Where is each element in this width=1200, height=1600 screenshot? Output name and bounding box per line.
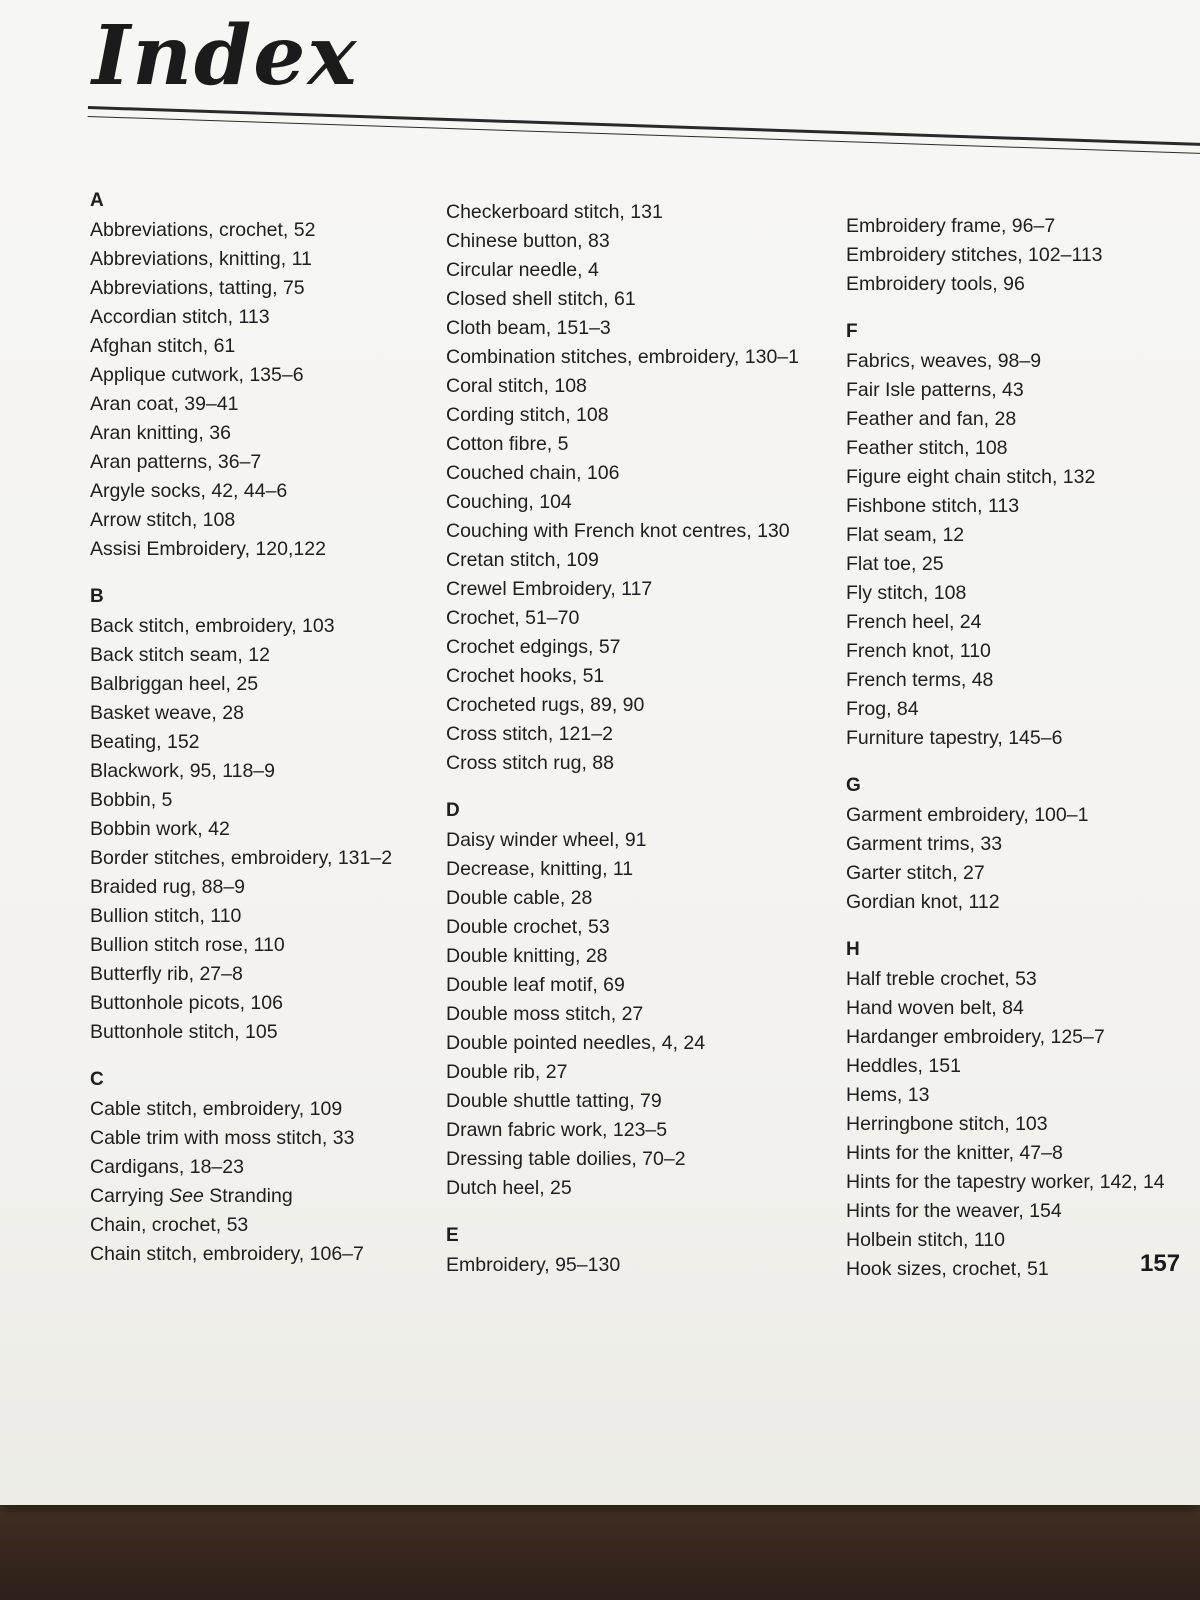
page-number: 157 bbox=[1140, 1250, 1181, 1277]
index-entry: Bullion stitch, 110 bbox=[90, 905, 242, 927]
index-entry: Bobbin work, 42 bbox=[90, 818, 230, 840]
index-entry: Argyle socks, 42, 44–6 bbox=[90, 480, 288, 502]
index-section-continued bbox=[446, 198, 799, 778]
index-entry: Double cable, 28 bbox=[446, 887, 593, 909]
index-entry: Double crochet, 53 bbox=[446, 916, 610, 938]
index-entry: Hand woven belt, 84 bbox=[846, 997, 1024, 1019]
index-entry: Bullion stitch rose, 110 bbox=[90, 934, 285, 956]
index-entry: Feather stitch, 108 bbox=[846, 437, 1008, 459]
index-entry: Gordian knot, 112 bbox=[846, 891, 1000, 913]
section-letter: C bbox=[90, 1069, 104, 1090]
index-entry: Garment trims, 33 bbox=[846, 833, 1003, 855]
index-entry: Hems, 13 bbox=[846, 1084, 930, 1106]
index-entry: Fly stitch, 108 bbox=[846, 582, 967, 604]
index-entry: Accordian stitch, 113 bbox=[90, 306, 270, 328]
section-letter: F bbox=[846, 321, 858, 342]
index-entry: Hook sizes, crochet, 51 bbox=[846, 1258, 1049, 1280]
index-entry: Crewel Embroidery, 117 bbox=[446, 578, 653, 600]
index-entry: Flat toe, 25 bbox=[846, 553, 944, 575]
see-reference-label: See bbox=[169, 1185, 204, 1207]
index-entry: French heel, 24 bbox=[846, 611, 982, 633]
index-entry: Cardigans, 18–23 bbox=[90, 1156, 244, 1178]
index-section-continued bbox=[846, 212, 1165, 299]
index-entry: Back stitch seam, 12 bbox=[90, 644, 270, 666]
index-entry: Feather and fan, 28 bbox=[846, 408, 1017, 430]
index-entry: Assisi Embroidery, 120,122 bbox=[90, 538, 326, 560]
index-entry: Blackwork, 95, 118–9 bbox=[90, 760, 275, 782]
index-entry: Hints for the tapestry worker, 142, 14 bbox=[846, 1171, 1165, 1193]
index-entry: Crochet hooks, 51 bbox=[446, 665, 605, 687]
index-entry: Double pointed needles, 4, 24 bbox=[446, 1032, 706, 1054]
index-entry: Drawn fabric work, 123–5 bbox=[446, 1119, 668, 1141]
index-entry: Double moss stitch, 27 bbox=[446, 1003, 644, 1025]
index-section-d bbox=[446, 796, 799, 1203]
index-entry: Aran coat, 39–41 bbox=[90, 393, 239, 415]
page-title: Index bbox=[92, 8, 359, 104]
index-entry: Fabrics, weaves, 98–9 bbox=[846, 350, 1042, 372]
section-letter: B bbox=[90, 586, 104, 607]
index-entry: Cording stitch, 108 bbox=[446, 404, 609, 426]
index-entry: Heddles, 151 bbox=[846, 1055, 961, 1077]
index-entry: Cable trim with moss stitch, 33 bbox=[90, 1127, 355, 1149]
index-column-2 bbox=[446, 198, 799, 1298]
index-entry: Furniture tapestry, 145–6 bbox=[846, 727, 1063, 749]
section-letter: D bbox=[446, 800, 460, 821]
index-entry: Braided rug, 88–9 bbox=[90, 876, 246, 898]
index-entry: Couched chain, 106 bbox=[446, 462, 620, 484]
index-entry: Herringbone stitch, 103 bbox=[846, 1113, 1048, 1135]
index-column-1 bbox=[90, 186, 392, 1287]
index-entry: Half treble crochet, 53 bbox=[846, 968, 1037, 990]
index-entry: Hints for the knitter, 47–8 bbox=[846, 1142, 1063, 1164]
index-entry: Hints for the weaver, 154 bbox=[846, 1200, 1062, 1222]
index-entry: Chinese button, 83 bbox=[446, 230, 610, 252]
index-entry: Crochet edgings, 57 bbox=[446, 636, 621, 658]
index-entry: Border stitches, embroidery, 131–2 bbox=[90, 847, 393, 869]
index-entry: Cloth beam, 151–3 bbox=[446, 317, 611, 339]
index-entry bbox=[90, 1182, 392, 1211]
index-entry: Circular needle, 4 bbox=[446, 259, 599, 281]
index-entry: Aran patterns, 36–7 bbox=[90, 451, 262, 473]
section-letter: A bbox=[90, 190, 104, 211]
index-entry: Embroidery, 95–130 bbox=[446, 1254, 621, 1276]
index-entry: Checkerboard stitch, 131 bbox=[446, 201, 663, 223]
index-entry: Fair Isle patterns, 43 bbox=[846, 379, 1024, 401]
see-reference-target: Stranding bbox=[209, 1185, 293, 1207]
index-entry: Couching with French knot centres, 130 bbox=[446, 520, 790, 542]
index-entry: Chain, crochet, 53 bbox=[90, 1214, 249, 1236]
index-entry: Back stitch, embroidery, 103 bbox=[90, 615, 335, 637]
index-section-c bbox=[90, 1065, 392, 1269]
index-entry: Coral stitch, 108 bbox=[446, 375, 587, 397]
index-entry: Flat seam, 12 bbox=[846, 524, 965, 546]
index-entry: Closed shell stitch, 61 bbox=[446, 288, 636, 310]
index-section-f bbox=[846, 317, 1165, 753]
index-section-g bbox=[846, 771, 1165, 917]
section-letter: H bbox=[846, 939, 860, 960]
index-entry: Bobbin, 5 bbox=[90, 789, 173, 811]
index-entry: Arrow stitch, 108 bbox=[90, 509, 236, 531]
index-entry: Double knitting, 28 bbox=[446, 945, 608, 967]
index-entry: Dressing table doilies, 70–2 bbox=[446, 1148, 686, 1170]
index-entry: French terms, 48 bbox=[846, 669, 994, 691]
index-entry: Couching, 104 bbox=[446, 491, 572, 513]
index-entry: Aran knitting, 36 bbox=[90, 422, 231, 444]
section-letter: E bbox=[446, 1225, 459, 1246]
index-column-3 bbox=[846, 212, 1165, 1302]
index-entry: Applique cutwork, 135–6 bbox=[90, 364, 304, 386]
index-entry: Double rib, 27 bbox=[446, 1061, 568, 1083]
index-entry: Chain stitch, embroidery, 106–7 bbox=[90, 1243, 364, 1265]
index-entry: Cable stitch, embroidery, 109 bbox=[90, 1098, 343, 1120]
section-letter: G bbox=[846, 775, 861, 796]
index-entry: Abbreviations, knitting, 11 bbox=[90, 248, 312, 270]
index-entry: Afghan stitch, 61 bbox=[90, 335, 236, 357]
index-entry: Butterfly rib, 27–8 bbox=[90, 963, 243, 985]
index-entry: Crochet, 51–70 bbox=[446, 607, 580, 629]
index-entry: Embroidery stitches, 102–113 bbox=[846, 244, 1103, 266]
entry-term: Carrying bbox=[90, 1185, 164, 1207]
index-entry: Fishbone stitch, 113 bbox=[846, 495, 1020, 517]
index-entry: Balbriggan heel, 25 bbox=[90, 673, 259, 695]
index-entry: Holbein stitch, 110 bbox=[846, 1229, 1005, 1251]
index-entry: Buttonhole stitch, 105 bbox=[90, 1021, 278, 1043]
index-entry: French knot, 110 bbox=[846, 640, 991, 662]
index-entry: Cross stitch, 121–2 bbox=[446, 723, 613, 745]
index-section-b bbox=[90, 582, 392, 1047]
index-entry: Hardanger embroidery, 125–7 bbox=[846, 1026, 1105, 1048]
index-entry: Double shuttle tatting, 79 bbox=[446, 1090, 662, 1112]
index-entry: Abbreviations, crochet, 52 bbox=[90, 219, 316, 241]
index-section-e bbox=[446, 1221, 799, 1280]
index-entry: Embroidery frame, 96–7 bbox=[846, 215, 1056, 237]
index-entry: Figure eight chain stitch, 132 bbox=[846, 466, 1096, 488]
index-entry: Cross stitch rug, 88 bbox=[446, 752, 614, 774]
index-entry: Basket weave, 28 bbox=[90, 702, 244, 724]
index-entry: Dutch heel, 25 bbox=[446, 1177, 572, 1199]
index-entry: Garment embroidery, 100–1 bbox=[846, 804, 1089, 826]
index-entry: Garter stitch, 27 bbox=[846, 862, 985, 884]
index-section-h bbox=[846, 935, 1165, 1284]
index-entry: Embroidery tools, 96 bbox=[846, 273, 1025, 295]
index-entry: Buttonhole picots, 106 bbox=[90, 992, 283, 1014]
index-entry: Double leaf motif, 69 bbox=[446, 974, 625, 996]
index-entry: Beating, 152 bbox=[90, 731, 200, 753]
index-entry: Frog, 84 bbox=[846, 698, 919, 720]
index-section-a bbox=[90, 186, 392, 564]
title-rule bbox=[88, 106, 1200, 155]
index-entry: Crocheted rugs, 89, 90 bbox=[446, 694, 645, 716]
index-entry: Daisy winder wheel, 91 bbox=[446, 829, 647, 851]
index-entry: Abbreviations, tatting, 75 bbox=[90, 277, 305, 299]
index-entry: Combination stitches, embroidery, 130–1 bbox=[446, 346, 799, 368]
index-entry: Cretan stitch, 109 bbox=[446, 549, 599, 571]
index-entry: Cotton fibre, 5 bbox=[446, 433, 569, 455]
index-entry: Decrease, knitting, 11 bbox=[446, 858, 634, 880]
